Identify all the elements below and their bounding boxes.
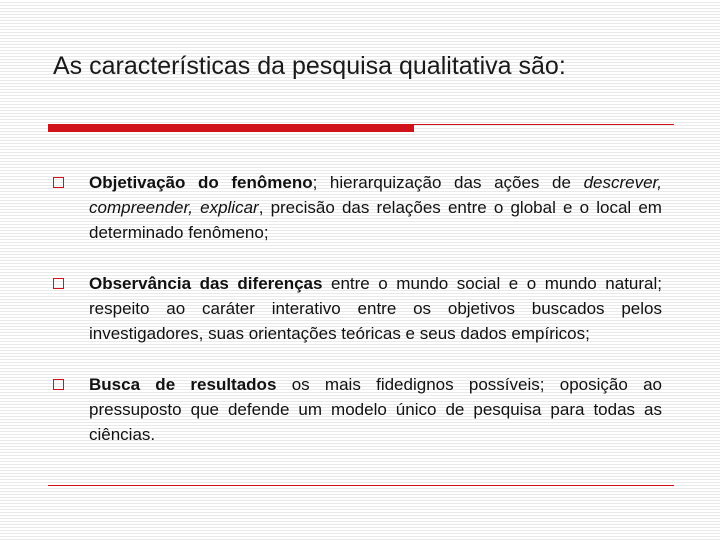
bullet-text: ; hierarquização das ações de bbox=[312, 173, 584, 192]
hollow-square-icon bbox=[53, 379, 64, 390]
bullet-text: , precisão das relações entre o global e o local em determinado fenômeno; bbox=[89, 198, 662, 242]
title-underline-thick-bar bbox=[48, 124, 414, 132]
bullet-lead: Objetivação do fenômeno bbox=[89, 173, 313, 192]
hollow-square-icon bbox=[53, 177, 64, 188]
slide-title: As características da pesquisa qualitativa são: bbox=[53, 52, 566, 80]
bullet-text: entre o mundo social e o mundo natural; respeito ao caráter interativo entre os objetivos buscados pelos investigadores, suas orientações teóricas e seus dados empíricos; bbox=[89, 274, 662, 343]
bottom-rule bbox=[48, 485, 674, 486]
title-underline-thin-line bbox=[414, 124, 674, 125]
title-underline bbox=[48, 124, 674, 132]
bullet-item-observancia bbox=[52, 271, 662, 346]
bullet-emphasis: descrever, compreender, explicar bbox=[89, 173, 662, 217]
bullet-list bbox=[52, 170, 662, 447]
bullet-lead: Observância das diferenças bbox=[89, 274, 323, 293]
bullet-item-objetivacao bbox=[52, 170, 662, 245]
bullet-lead: Busca de resultados bbox=[89, 375, 277, 394]
hollow-square-icon bbox=[53, 278, 64, 289]
bullet-text: os mais fidedignos possíveis; oposição ao pressuposto que defende um modelo único de pesquisa para todas as ciências. bbox=[89, 375, 662, 444]
bullet-item-busca bbox=[52, 372, 662, 447]
